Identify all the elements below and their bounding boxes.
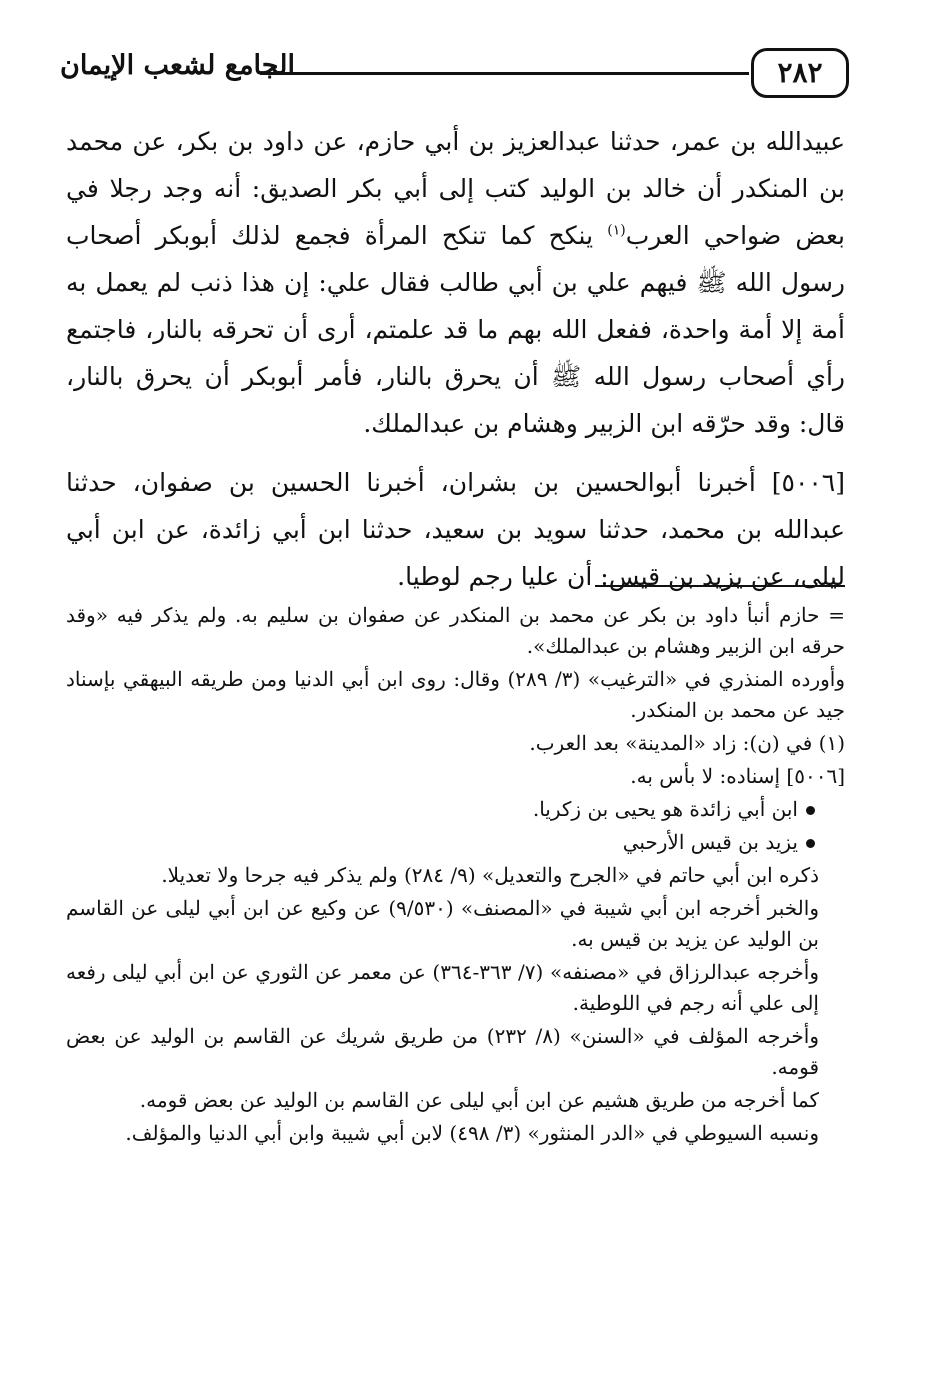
- bullet-text: ابن أبي زائدة هو يحيى بن زكريا.: [532, 797, 798, 821]
- page-header: [60, 48, 849, 98]
- footnote-line: وأخرجه المؤلف في «السنن» (٨/ ٢٣٢) من طريق شريك عن القاسم بن الوليد عن بعض قومه.: [66, 1024, 819, 1079]
- bullet-icon: [806, 806, 815, 815]
- footnote-continuation: = حازم أنبأ داود بن بكر عن محمد بن المنكدر عن صفوان بن سليم به. ولم يذكر فيه «وقد حرقه ابن الزبير وهشام بن عبدالملك».: [66, 603, 845, 658]
- list-item: [66, 794, 845, 825]
- footnote-line: ونسبه السيوطي في «الدر المنثور» (٣/ ٤٩٨) لابن أبي شيبة وابن أبي الدنيا والمؤلف.: [125, 1121, 819, 1145]
- footnote-mundhiri: وأورده المنذري في «الترغيب» (٣/ ٢٨٩) وقال: روى ابن أبي الدنيا ومن طريقه البيهقي بإسناد جيد عن محمد بن المنكدر.: [66, 667, 845, 722]
- footnote-1: (١) في (ن): زاد «المدينة» بعد العرب.: [529, 731, 845, 755]
- bullet-text: يزيد بن قيس الأرحبي: [622, 830, 798, 854]
- list-item: [66, 827, 845, 858]
- page-number: ٢٨٢: [751, 48, 849, 98]
- paragraph-hadith-5006: [٥٠٠٦] أخبرنا أبوالحسين بن بشران، أخبرنا الحسين بن صفوان، حدثنا عبدالله بن محمد، حدثنا سويد بن سعيد، حدثنا ابن أبي زائدة، عن ابن أبي ليلى، عن يزيد بن قيس: أن عليا رجم لوطيا.: [66, 468, 845, 591]
- footnote-reference: (١): [607, 222, 626, 239]
- footnote-line: ذكره ابن أبي حاتم في «الجرح والتعديل» (٩/ ٢٨٤) ولم يذكر فيه جرحا ولا تعديلا.: [161, 863, 819, 887]
- footnote-line: كما أخرجه من طريق هشيم عن ابن أبي ليلى عن القاسم بن الوليد عن بعض قومه.: [139, 1088, 819, 1112]
- paragraph-text-part1: عبيدالله بن عمر، حدثنا عبدالعزيز بن أبي حازم، عن داود بن بكر، عن محمد بن المنكدر أن خالد بن الوليد كتب إلى أبي بكر الصديق: أنه وجد رجلا في بعض ضواحي العرب: [66, 127, 846, 250]
- footnotes: [66, 600, 845, 1151]
- footnote-separator: [595, 585, 845, 587]
- header-rule: [260, 72, 749, 75]
- footnote-5006-grading: [٥٠٠٦] إسناده: لا بأس به.: [630, 764, 845, 788]
- main-text: [66, 118, 845, 600]
- book-title: الجامع لشعب الإيمان: [60, 50, 295, 81]
- paragraph-text-part2: ينكح كما تنكح المرأة فجمع لذلك أبوبكر أصحاب رسول الله ﷺ فيهم علي بن أبي طالب فقال علي: إن هذا ذنب لم يعمل به أمة إلا أمة واحدة، ففعل الله بهم ما قد علمتم، أرى أن تحرقه بالنار، فاجتمع رأي أصحاب رسول الله ﷺ أن يحرق بالنار، فأمر أبوبكر أن يحرق بالنار، قال: وقد حرّقه ابن الزبير وهشام بن عبدالملك.: [66, 221, 846, 438]
- footnote-line: والخبر أخرجه ابن أبي شيبة في «المصنف» (٩/٥٣٠) عن وكيع عن ابن أبي ليلى عن القاسم بن الوليد عن يزيد بن قيس به.: [66, 896, 819, 951]
- footnote-line: وأخرجه عبدالرزاق في «مصنفه» (٧/ ٣٦٣-٣٦٤) عن معمر عن الثوري عن ابن أبي ليلى رفعه إلى علي أنه رجم في اللوطية.: [66, 960, 820, 1015]
- bullet-icon: [806, 839, 815, 848]
- paragraph-hadith-narration: [66, 118, 845, 447]
